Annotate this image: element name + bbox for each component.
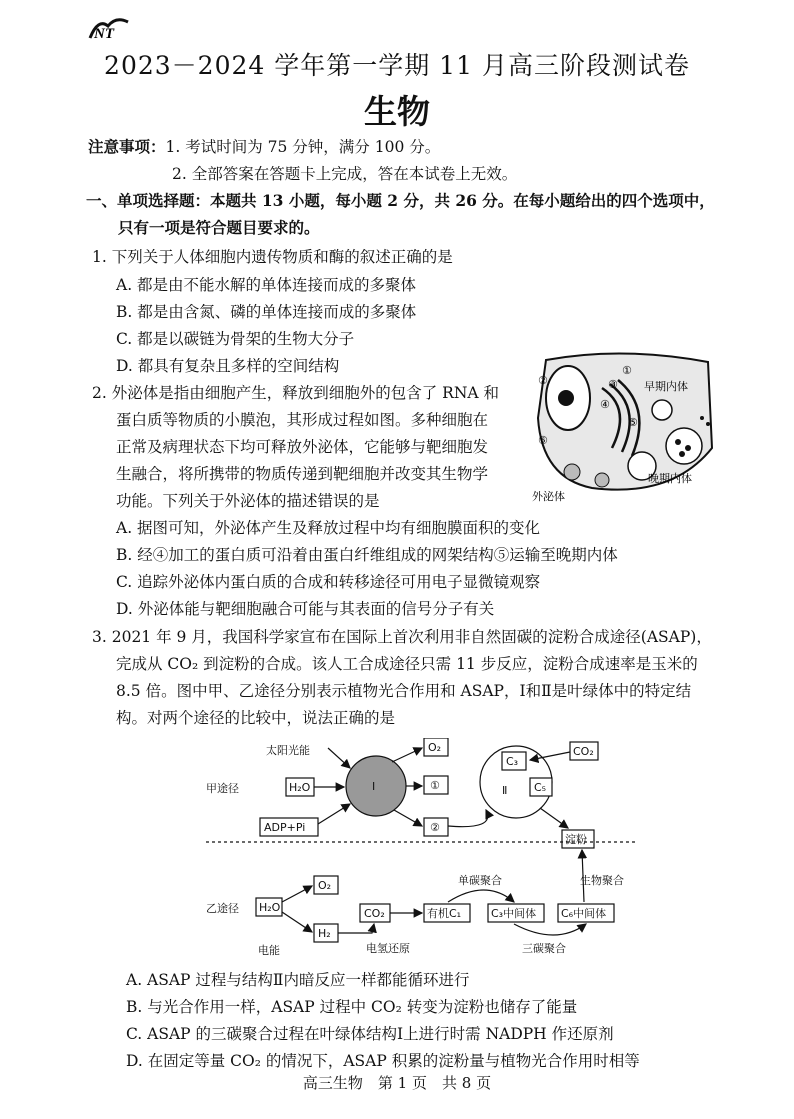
fig-label-4: ④ — [600, 398, 610, 411]
page-footer: 高三生物 第 1 页 共 8 页 — [302, 1074, 492, 1092]
product-1-label: ① — [430, 779, 440, 792]
echem-label: 电氢还原 — [366, 942, 410, 955]
q3-stem-2: 完成从 CO₂ 到淀粉的合成。该人工合成途径只需 11 步反应，淀粉合成速率是玉米的 — [116, 655, 698, 673]
q2-stem-1: 2. 外泌体是指由细胞产生，释放到细胞外的包含了 RNA 和 — [92, 384, 499, 402]
notice-label: 注意事项：1. 考试时间为 75 分钟，满分 100 分。 — [88, 137, 441, 156]
structure-1-label: Ⅰ — [372, 780, 376, 793]
q1-option-a: A. 都是由不能水解的单体连接而成的多聚体 — [116, 276, 417, 294]
electric-label: 电能 — [258, 944, 280, 957]
section-heading: 一、单项选择题：本题共 13 小题，每小题 2 分，共 26 分。在每小题给出的四个选项中， — [86, 191, 715, 210]
q2-stem-4: 生融合，将所携带的物质传递到靶细胞并改变其生物学 — [116, 465, 489, 483]
h2o-label: H₂O — [289, 781, 311, 794]
notice-item-2: 2. 全部答案在答题卡上完成，答在本试卷上无效。 — [172, 165, 518, 183]
fig-label-3: ③ — [608, 378, 618, 391]
c5-label: C₅ — [534, 781, 547, 794]
q3-stem-4: 构。对两个途径的比较中，说法正确的是 — [116, 709, 396, 727]
q3-option-a: A. ASAP 过程与结构Ⅱ内暗反应一样都能循环进行 — [126, 971, 470, 989]
q2-option-a: A. 据图可知，外泌体产生及释放过程中均有细胞膜面积的变化 — [116, 519, 541, 537]
product-2-label: ② — [430, 821, 440, 834]
exam-title: 2023－2024 学年第一学期 11 月高三阶段测试卷 — [104, 51, 690, 80]
publisher-logo — [88, 14, 130, 42]
q2-option-d: D. 外泌体能与靶细胞融合可能与其表面的信号分子有关 — [116, 600, 495, 618]
q3-option-b: B. 与光合作用一样，ASAP 过程中 CO₂ 转变为淀粉也储存了能量 — [126, 998, 578, 1016]
h2-label: H₂ — [318, 927, 331, 940]
fig-label-6: ⑥ — [538, 434, 548, 447]
tri-carbon-label: 三碳聚合 — [522, 942, 566, 955]
logo-text: NT — [94, 26, 114, 42]
o2-b-label: O₂ — [318, 879, 332, 892]
o2-label: O₂ — [428, 741, 442, 754]
q3-stem-3: 8.5 倍。图中甲、乙途径分别表示植物光合作用和 ASAP，Ⅰ和Ⅱ是叶绿体中的特定结 — [116, 682, 692, 700]
q1-option-b: B. 都是由含氮、磷的单体连接而成的多聚体 — [116, 303, 417, 321]
h2o-b-label: H₂O — [259, 901, 281, 914]
co2-label: CO₂ — [573, 745, 594, 758]
q1-stem: 1. 下列关于人体细胞内遗传物质和酶的叙述正确的是 — [92, 248, 453, 266]
section-heading-2: 只有一项是符合题目要求的。 — [118, 218, 320, 237]
q1-option-d: D. 都具有复杂且多样的空间结构 — [116, 357, 340, 375]
path-a-label: 甲途径 — [206, 782, 239, 795]
q3-stem-1: 3. 2021 年 9 月，我国科学家宣布在国际上首次利用非自然固碳的淀粉合成途径(ASAP)， — [92, 628, 712, 646]
exosome-cell-figure — [532, 348, 718, 508]
sunlight-label: 太阳光能 — [266, 744, 310, 757]
structure-2-label: Ⅱ — [502, 784, 508, 797]
path-b-label: 乙途径 — [206, 902, 239, 915]
q3-option-d: D. 在固定等量 CO₂ 的情况下，ASAP 积累的淀粉量与植物光合作用时相等 — [126, 1052, 640, 1070]
q2-stem-3: 正常及病理状态下均可释放外泌体，它能够与靶细胞发 — [116, 438, 489, 456]
organic-c1-label: 有机C₁ — [427, 907, 462, 920]
adp-label: ADP+Pi — [264, 821, 306, 834]
q2-stem-2: 蛋白质等物质的小膜泡，其形成过程如图。多种细胞在 — [116, 411, 489, 429]
q2-option-c: C. 追踪外泌体内蛋白质的合成和转移途径可用电子显微镜观察 — [116, 573, 541, 591]
mono-carbon-label: 单碳聚合 — [458, 874, 502, 887]
c6-intermediate-label: C₆中间体 — [561, 907, 607, 920]
q3-option-c: C. ASAP 的三碳聚合过程在叶绿体结构Ⅰ上进行时需 NADPH 作还原剂 — [126, 1025, 614, 1043]
exosome-label: 外泌体 — [532, 490, 565, 503]
c3-label: C₃ — [506, 755, 519, 768]
q2-stem-5: 功能。下列关于外泌体的描述错误的是 — [116, 492, 380, 510]
bio-poly-label: 生物聚合 — [580, 874, 624, 887]
photosynthesis-asap-diagram — [196, 738, 640, 960]
fig-label-2: ② — [538, 374, 548, 387]
starch-label: 淀粉 — [565, 833, 587, 846]
fig-label-1: ① — [622, 364, 632, 377]
late-endosome-label: 晚期内体 — [648, 472, 692, 485]
fig-label-5: ⑤ — [628, 416, 638, 429]
co2-b-label: CO₂ — [364, 907, 385, 920]
q2-option-b: B. 经④加工的蛋白质可沿着由蛋白纤维组成的网架结构⑤运输至晚期内体 — [116, 546, 618, 564]
q1-option-c: C. 都是以碳链为骨架的生物大分子 — [116, 330, 355, 348]
subject-title: 生物 — [364, 92, 430, 131]
early-endosome-label: 早期内体 — [644, 380, 688, 393]
c3-intermediate-label: C₃中间体 — [491, 907, 537, 920]
